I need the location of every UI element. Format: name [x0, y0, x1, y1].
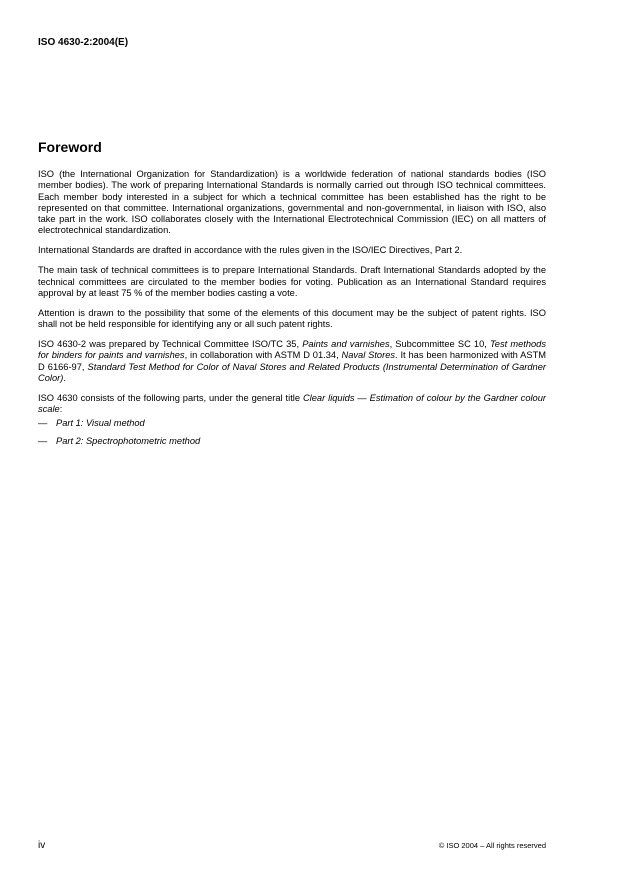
text-segment: . It has been harmonized with ASTM D 6166-97,: [38, 350, 546, 372]
paragraph-patent: Attention is drawn to the possibility that some of the elements of this document may be the subject of patent rights. ISO shall not be held responsible for identifying any or all such patent rights.: [38, 307, 546, 330]
paragraph-prepared-by: [38, 339, 546, 384]
subcommittee-title: Test methods for binders for paints and varnishes: [38, 338, 546, 361]
list-item-part-2: [38, 436, 546, 447]
page-title: Foreword: [38, 139, 102, 155]
document-id: ISO 4630-2:2004(E): [38, 37, 129, 48]
astm-committee-title: Naval Stores: [341, 350, 396, 361]
list-dash: —: [38, 418, 48, 429]
text-segment: ISO 4630-2 was prepared by Technical Committee ISO/TC 35,: [38, 338, 303, 349]
part-label: Part 1: Visual method: [56, 418, 145, 429]
astm-standard-title: Standard Test Method for Color of Naval Stores and Related Products (Instrumental Determination of Gardner Color): [38, 361, 546, 383]
text-segment: , Subcommittee SC 10,: [389, 338, 490, 349]
general-title: Clear liquids — Estimation of colour by the Gardner colour scale: [38, 392, 546, 415]
committee-title: Paints and varnishes: [302, 338, 390, 349]
text-segment: , in collaboration with ASTM D 01.34,: [184, 350, 342, 361]
text-segment: .: [63, 372, 66, 383]
foreword-body: [38, 169, 546, 453]
part-label: Part 2: Spectrophotometric method: [56, 435, 201, 446]
page-number: iv: [38, 840, 46, 851]
text-segment: ISO 4630 consists of the following parts, under the general title: [38, 392, 303, 403]
paragraph-iso-intro: ISO (the International Organization for Standardization) is a worldwide federation of national standards bodies (ISO member bodies). The work of preparing International Standards is normally carried out through ISO technical committees. Each member body interested in a subject for which a technical committee has been established has the right to be represented on that committee. International organizations, governmental and non-governmental, in liaison with ISO, also take part in the work. ISO collaborates closely with the International Electrotechnical Commission (IEC) on all matters of electrotechnical standardization.: [38, 169, 546, 236]
copyright-notice: © ISO 2004 – All rights reserved: [438, 841, 546, 850]
paragraph-directives: International Standards are drafted in accordance with the rules given in the ISO/IEC Directives, Part 2.: [38, 245, 463, 256]
list-item-part-1: [38, 418, 546, 429]
paragraph-parts-intro: [38, 393, 546, 416]
text-segment: :: [59, 404, 63, 415]
list-dash: —: [38, 435, 48, 446]
paragraph-main-task: The main task of technical committees is to prepare International Standards. Draft International Standards adopted by the technical committees are circulated to the member bodies for voting. Publication as an International Standard requires approval by at least 75 % of the member bodies casting a vote.: [38, 265, 546, 298]
